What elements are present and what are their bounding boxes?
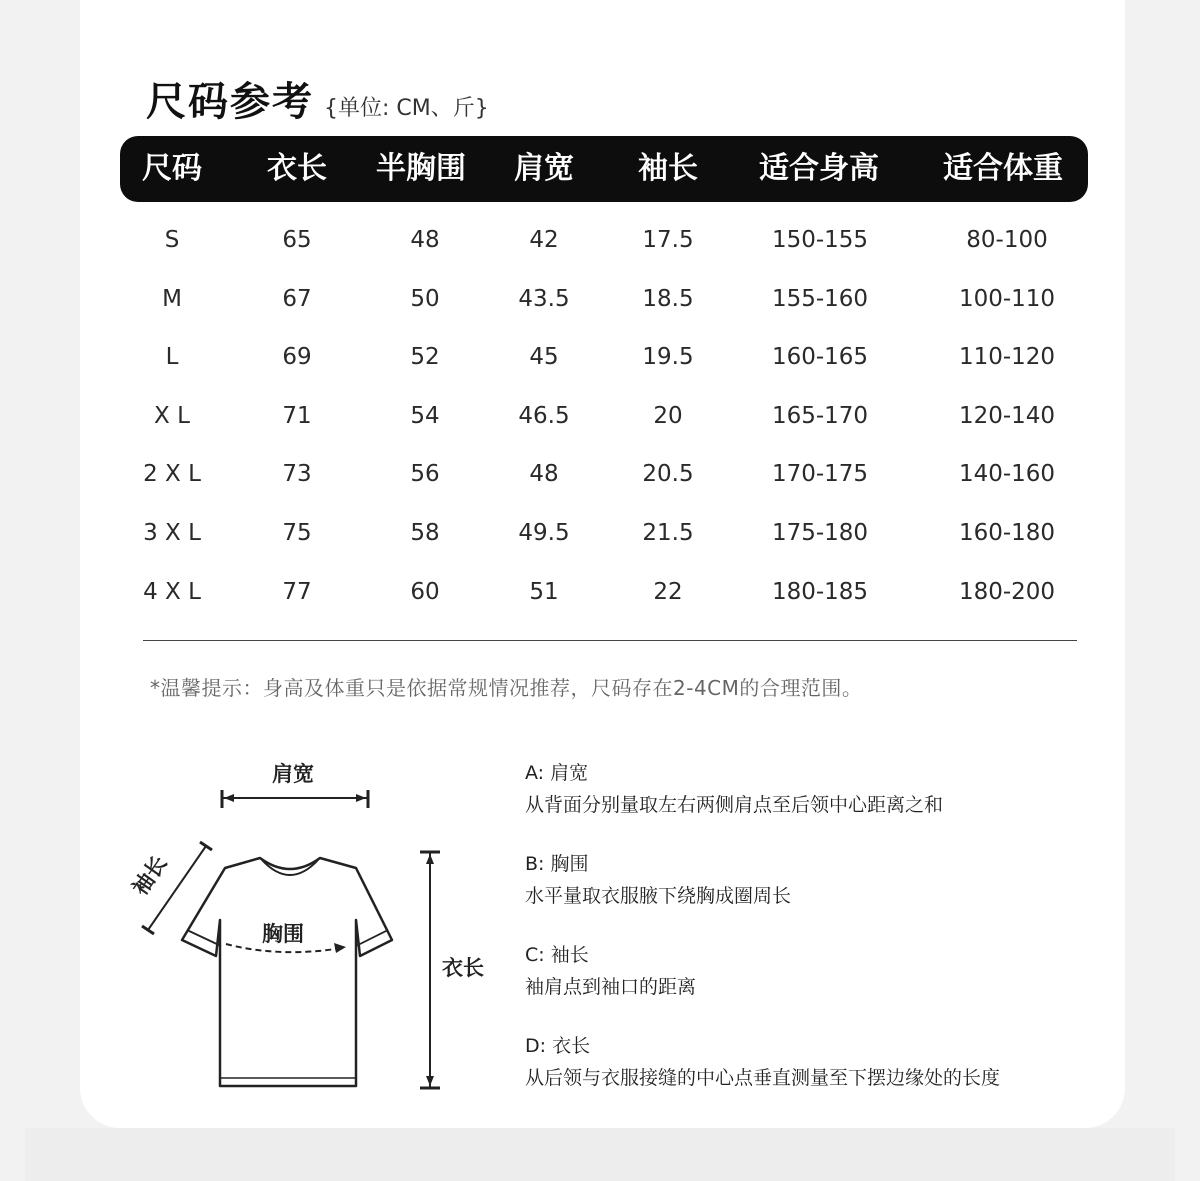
desc-length-text: 从后领与衣服接缝的中心点垂直测量至下摆边缘处的长度 <box>525 1067 1001 1089</box>
cell-height: 170-175 <box>771 461 869 488</box>
header-half-chest: 半胸围 <box>376 151 466 186</box>
header-length: 衣长 <box>267 151 327 186</box>
cell-weight: 180-200 <box>958 578 1056 605</box>
cell-sleeve: 22 <box>653 578 683 605</box>
unit-note: {单位: CM、斤} <box>324 96 489 121</box>
diagram-shoulder-label: 肩宽 <box>272 762 314 786</box>
cell-length: 65 <box>282 227 312 253</box>
cell-length: 67 <box>282 285 312 312</box>
desc-sleeve-heading: C: 袖长 <box>525 944 589 966</box>
cell-weight: 110-120 <box>958 344 1056 371</box>
table-header <box>120 136 1088 202</box>
cell-size: L <box>165 344 179 371</box>
cell-size: M <box>162 285 182 312</box>
cell-length: 73 <box>282 461 312 488</box>
cell-length: 75 <box>282 520 312 546</box>
cell-half-chest: 48 <box>410 227 440 253</box>
cell-sleeve: 17.5 <box>642 227 694 253</box>
title-row <box>146 70 489 127</box>
desc-chest <box>525 848 791 912</box>
cell-length: 69 <box>282 344 312 371</box>
cell-half-chest: 58 <box>410 520 440 546</box>
cell-sleeve: 21.5 <box>642 520 694 546</box>
cell-sleeve: 18.5 <box>642 285 694 312</box>
header-size: 尺码 <box>142 151 202 186</box>
cell-shoulder: 51 <box>529 578 559 605</box>
cell-half-chest: 60 <box>410 578 440 605</box>
diagram-sleeve-label: 袖长 <box>127 851 172 900</box>
cell-length: 71 <box>282 402 312 429</box>
header-weight: 适合体重 <box>943 151 1063 186</box>
cell-shoulder: 49.5 <box>518 520 570 546</box>
diagram-length-label: 衣长 <box>442 956 484 980</box>
cell-size: X L <box>154 402 190 429</box>
diagram-chest-label: 胸围 <box>262 922 304 946</box>
cell-shoulder: 45 <box>529 344 559 371</box>
tshirt-diagram <box>120 740 520 1110</box>
desc-shoulder-heading: A: 肩宽 <box>525 762 589 784</box>
cell-sleeve: 19.5 <box>642 344 694 371</box>
cell-half-chest: 50 <box>410 285 440 312</box>
desc-chest-heading: B: 胸围 <box>525 853 589 875</box>
cell-half-chest: 54 <box>410 402 440 429</box>
cell-sleeve: 20.5 <box>642 461 694 488</box>
cell-height: 155-160 <box>771 285 869 312</box>
desc-shoulder <box>525 757 943 821</box>
cell-height: 165-170 <box>771 402 869 429</box>
cell-weight: 120-140 <box>958 402 1056 429</box>
table-divider <box>143 640 1077 641</box>
cell-height: 175-180 <box>771 520 869 546</box>
cell-height: 180-185 <box>771 578 869 605</box>
header-sleeve: 袖长 <box>638 151 698 186</box>
desc-sleeve-text: 袖肩点到袖口的距离 <box>525 976 697 998</box>
cell-length: 77 <box>282 578 312 605</box>
cell-height: 150-155 <box>771 227 869 253</box>
tshirt-illustration <box>120 740 520 1110</box>
cell-weight: 80-100 <box>966 227 1048 253</box>
cell-shoulder: 48 <box>529 461 559 488</box>
cell-weight: 160-180 <box>958 520 1056 546</box>
cell-size: 3 X L <box>143 520 201 546</box>
cell-sleeve: 20 <box>653 402 683 429</box>
cell-shoulder: 42 <box>529 227 559 253</box>
tip-text: *温馨提示：身高及体重只是依据常规情况推荐，尺码存在2-4CM的合理范围。 <box>150 676 863 700</box>
desc-chest-text: 水平量取衣服腋下绕胸成圈周长 <box>525 885 792 907</box>
desc-length <box>525 1030 1000 1094</box>
cell-shoulder: 43.5 <box>518 285 570 312</box>
header-height: 适合身高 <box>759 151 879 186</box>
desc-length-heading: D: 衣长 <box>525 1035 591 1057</box>
cell-half-chest: 56 <box>410 461 440 488</box>
desc-sleeve <box>525 939 696 1003</box>
cell-shoulder: 46.5 <box>518 402 570 429</box>
cell-weight: 140-160 <box>958 461 1056 488</box>
desc-shoulder-text: 从背面分别量取左右两侧肩点至后领中心距离之和 <box>525 794 944 816</box>
page-title: 尺码参考 <box>146 79 314 125</box>
cell-size: 4 X L <box>143 578 201 605</box>
bottom-strip <box>25 1128 1175 1181</box>
cell-weight: 100-110 <box>958 285 1056 312</box>
cell-height: 160-165 <box>771 344 869 371</box>
cell-half-chest: 52 <box>410 344 440 371</box>
cell-size: 2 X L <box>143 461 201 488</box>
cell-size: S <box>164 227 180 253</box>
header-shoulder: 肩宽 <box>514 151 574 186</box>
